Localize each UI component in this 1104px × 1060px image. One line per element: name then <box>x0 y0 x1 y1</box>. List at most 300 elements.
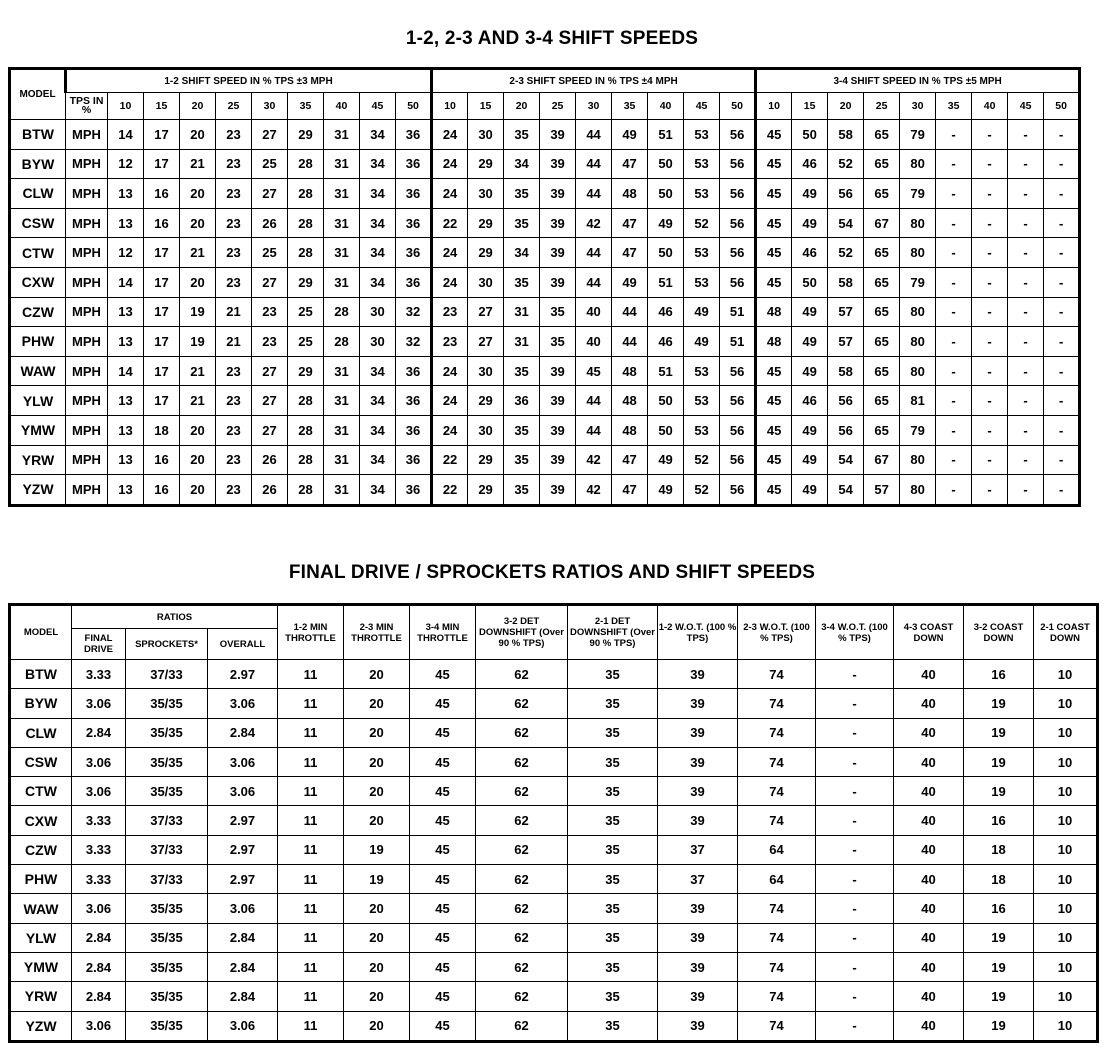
speed-cell: 23 <box>216 386 252 416</box>
value-cell: 74 <box>738 894 816 923</box>
value-cell: 62 <box>476 718 568 747</box>
speed-cell: 22 <box>432 445 468 475</box>
speed-cell: - <box>1044 415 1080 445</box>
value-cell: 40 <box>894 982 964 1011</box>
ratio-subcolumn-header: OVERALL <box>208 629 278 660</box>
speed-cell: 21 <box>216 327 252 357</box>
value-cell: - <box>816 777 894 806</box>
speed-cell: 36 <box>396 267 432 297</box>
speed-cell: 53 <box>684 415 720 445</box>
speed-cell: 34 <box>360 179 396 209</box>
speed-cell: 23 <box>216 267 252 297</box>
speed-cell: 56 <box>828 179 864 209</box>
model-cell: YZW <box>10 475 66 506</box>
tps-value-header: 35 <box>612 93 648 120</box>
value-cell: 74 <box>738 982 816 1011</box>
value-cell: 40 <box>894 660 964 689</box>
speed-cell: 54 <box>828 475 864 506</box>
table-row <box>10 208 1080 238</box>
model-cell: CSW <box>10 747 72 776</box>
tps-value-header: 20 <box>828 93 864 120</box>
value-cell: 3.06 <box>208 894 278 923</box>
value-cell: 39 <box>658 718 738 747</box>
speed-cell: 12 <box>108 238 144 268</box>
speed-cell: - <box>936 238 972 268</box>
value-cell: 3.06 <box>72 689 126 718</box>
tps-value-header: 40 <box>324 93 360 120</box>
speed-cell: - <box>972 386 1008 416</box>
speed-cell: 34 <box>360 267 396 297</box>
value-cell: 62 <box>476 660 568 689</box>
speed-cell: 53 <box>684 179 720 209</box>
speed-cell: 47 <box>612 149 648 179</box>
table-row <box>10 982 1098 1011</box>
speed-cell: 34 <box>360 208 396 238</box>
speed-cell: 53 <box>684 238 720 268</box>
speed-cell: 48 <box>756 297 792 327</box>
speed-cell: 58 <box>828 120 864 150</box>
value-cell: 37 <box>658 865 738 894</box>
value-cell: 2.84 <box>72 718 126 747</box>
value-cell: 3.33 <box>72 835 126 864</box>
value-cell: 39 <box>658 894 738 923</box>
value-cell: 19 <box>964 982 1034 1011</box>
speed-cell: - <box>972 179 1008 209</box>
value-cell: 35 <box>568 952 658 981</box>
speed-cell: 17 <box>144 120 180 150</box>
speed-cell: - <box>936 179 972 209</box>
speed-cell: 47 <box>612 238 648 268</box>
tps-value-header: 45 <box>1008 93 1044 120</box>
value-cell: 62 <box>476 777 568 806</box>
speed-cell: 80 <box>900 475 936 506</box>
model-cell: YRW <box>10 982 72 1011</box>
value-cell: 62 <box>476 835 568 864</box>
tps-value-header: 25 <box>540 93 576 120</box>
value-cell: 2.84 <box>72 952 126 981</box>
speed-cell: 39 <box>540 267 576 297</box>
speed-cell: 81 <box>900 386 936 416</box>
value-cell: 40 <box>894 806 964 835</box>
value-cell: 10 <box>1034 865 1098 894</box>
value-cell: 19 <box>964 689 1034 718</box>
table-row <box>10 835 1098 864</box>
speed-cell: - <box>1008 386 1044 416</box>
value-cell: 11 <box>278 1011 344 1041</box>
speed-cell: 51 <box>648 120 684 150</box>
tps-value-header: 30 <box>252 93 288 120</box>
speed-cell: - <box>936 297 972 327</box>
tps-value-header: 10 <box>756 93 792 120</box>
speed-cell: 31 <box>324 445 360 475</box>
value-cell: 45 <box>410 923 476 952</box>
value-cell: 19 <box>964 747 1034 776</box>
value-cell: 11 <box>278 982 344 1011</box>
unit-cell: MPH <box>66 415 108 445</box>
speed-cell: 40 <box>576 297 612 327</box>
value-cell: 11 <box>278 952 344 981</box>
value-cell: 35 <box>568 1011 658 1041</box>
value-cell: 45 <box>410 865 476 894</box>
value-cell: 62 <box>476 923 568 952</box>
value-cell: 45 <box>410 689 476 718</box>
unit-cell: MPH <box>66 297 108 327</box>
value-cell: 35/35 <box>126 894 208 923</box>
speed-cell: 35 <box>504 120 540 150</box>
value-cell: 11 <box>278 777 344 806</box>
model-cell: CTW <box>10 777 72 806</box>
speed-cell: 31 <box>324 149 360 179</box>
value-cell: 74 <box>738 689 816 718</box>
speed-cell: - <box>972 208 1008 238</box>
speed-cell: 27 <box>252 386 288 416</box>
unit-cell: MPH <box>66 327 108 357</box>
value-cell: 74 <box>738 777 816 806</box>
speed-cell: 65 <box>864 327 900 357</box>
speed-cell: 34 <box>504 238 540 268</box>
model-cell: CZW <box>10 835 72 864</box>
speed-cell: 49 <box>792 179 828 209</box>
speed-cell: 16 <box>144 208 180 238</box>
model-column-header: MODEL <box>10 69 66 120</box>
tps-column-header: TPS IN % <box>66 93 108 120</box>
speed-cell: 17 <box>144 267 180 297</box>
value-cell: 11 <box>278 806 344 835</box>
speed-cell: 28 <box>288 149 324 179</box>
tps-value-header: 45 <box>684 93 720 120</box>
speed-cell: 45 <box>756 415 792 445</box>
speed-cell: 21 <box>216 297 252 327</box>
model-cell: YMW <box>10 952 72 981</box>
speed-cell: 36 <box>396 149 432 179</box>
value-cell: 3.33 <box>72 865 126 894</box>
value-cell: 19 <box>964 718 1034 747</box>
value-cell: 35 <box>568 923 658 952</box>
speed-cell: 53 <box>684 120 720 150</box>
value-cell: 40 <box>894 952 964 981</box>
value-cell: 35 <box>568 689 658 718</box>
value-cell: 19 <box>964 1011 1034 1041</box>
speed-cell: 79 <box>900 120 936 150</box>
value-cell: 40 <box>894 689 964 718</box>
speed-cell: 18 <box>144 415 180 445</box>
value-cell: - <box>816 718 894 747</box>
shift-group-header-2: 2-3 SHIFT SPEED IN % TPS ±4 MPH <box>432 69 756 93</box>
value-cell: 11 <box>278 835 344 864</box>
value-cell: 45 <box>410 835 476 864</box>
value-cell: - <box>816 747 894 776</box>
speed-cell: 56 <box>720 386 756 416</box>
tps-value-header: 35 <box>936 93 972 120</box>
speed-cell: 65 <box>864 386 900 416</box>
speed-cell: - <box>936 149 972 179</box>
speed-cell: 24 <box>432 120 468 150</box>
speed-cell: - <box>936 267 972 297</box>
speed-cell: 39 <box>540 179 576 209</box>
speed-cell: - <box>936 415 972 445</box>
value-cell: 74 <box>738 806 816 835</box>
speed-cell: 34 <box>360 415 396 445</box>
table-row <box>10 356 1080 386</box>
value-cell: 35 <box>568 894 658 923</box>
speed-cell: 23 <box>216 415 252 445</box>
speed-cell: 29 <box>468 445 504 475</box>
ratios-table <box>8 603 1099 1043</box>
value-cell: 2.84 <box>208 982 278 1011</box>
value-cell: 37/33 <box>126 660 208 689</box>
speed-cell: 80 <box>900 238 936 268</box>
speed-cell: 13 <box>108 208 144 238</box>
speed-cell: 50 <box>648 238 684 268</box>
speed-cell: 45 <box>756 149 792 179</box>
model-cell: BTW <box>10 120 66 150</box>
value-cell: 3.06 <box>72 894 126 923</box>
speed-cell: 51 <box>648 356 684 386</box>
speed-cell: 12 <box>108 149 144 179</box>
speed-cell: 35 <box>504 267 540 297</box>
speed-cell: 39 <box>540 445 576 475</box>
speed-cell: 30 <box>468 415 504 445</box>
speed-column-header: 2-3 MIN THROTTLE <box>344 605 410 660</box>
speed-cell: 65 <box>864 149 900 179</box>
speed-cell: 28 <box>324 327 360 357</box>
model-cell: BTW <box>10 660 72 689</box>
speed-cell: 39 <box>540 238 576 268</box>
speed-cell: 44 <box>612 297 648 327</box>
speed-cell: - <box>936 475 972 506</box>
value-cell: 35 <box>568 835 658 864</box>
speed-cell: - <box>936 327 972 357</box>
unit-cell: MPH <box>66 386 108 416</box>
speed-cell: 39 <box>540 208 576 238</box>
speed-cell: 49 <box>648 445 684 475</box>
model-cell: BYW <box>10 149 66 179</box>
speed-cell: 46 <box>648 327 684 357</box>
value-cell: 35/35 <box>126 982 208 1011</box>
value-cell: 10 <box>1034 982 1098 1011</box>
speed-cell: 16 <box>144 445 180 475</box>
speed-cell: 56 <box>720 356 756 386</box>
value-cell: 2.84 <box>72 982 126 1011</box>
speed-cell: 13 <box>108 445 144 475</box>
speed-cell: 79 <box>900 179 936 209</box>
speed-cell: 56 <box>720 208 756 238</box>
tps-value-header: 40 <box>648 93 684 120</box>
shift-group-header-1: 1-2 SHIFT SPEED IN % TPS ±3 MPH <box>66 69 432 93</box>
value-cell: 3.06 <box>72 747 126 776</box>
value-cell: 39 <box>658 660 738 689</box>
speed-cell: 17 <box>144 297 180 327</box>
speed-cell: 50 <box>648 179 684 209</box>
speed-cell: 21 <box>180 386 216 416</box>
speed-cell: 23 <box>216 120 252 150</box>
speed-cell: - <box>1044 356 1080 386</box>
speed-cell: 35 <box>540 327 576 357</box>
speed-cell: 44 <box>576 238 612 268</box>
table-row <box>10 660 1098 689</box>
speed-cell: 44 <box>576 267 612 297</box>
value-cell: 39 <box>658 747 738 776</box>
value-cell: 39 <box>658 806 738 835</box>
value-cell: 39 <box>658 952 738 981</box>
value-cell: 16 <box>964 894 1034 923</box>
value-cell: - <box>816 982 894 1011</box>
tps-value-header: 10 <box>108 93 144 120</box>
speed-cell: - <box>1008 149 1044 179</box>
value-cell: 40 <box>894 894 964 923</box>
value-cell: 20 <box>344 894 410 923</box>
speed-cell: - <box>936 208 972 238</box>
table-row <box>10 415 1080 445</box>
value-cell: 39 <box>658 689 738 718</box>
table-row <box>10 894 1098 923</box>
speed-cell: 45 <box>756 386 792 416</box>
speed-cell: 79 <box>900 415 936 445</box>
speed-column-header: 3-4 MIN THROTTLE <box>410 605 476 660</box>
value-cell: 3.33 <box>72 660 126 689</box>
table-row <box>10 747 1098 776</box>
value-cell: 11 <box>278 660 344 689</box>
speed-cell: 47 <box>612 475 648 506</box>
speed-cell: 65 <box>864 267 900 297</box>
speed-cell: 28 <box>288 445 324 475</box>
tps-value-header: 15 <box>792 93 828 120</box>
speed-cell: 49 <box>792 415 828 445</box>
speed-cell: 48 <box>612 386 648 416</box>
speed-cell: 26 <box>252 208 288 238</box>
value-cell: 35/35 <box>126 952 208 981</box>
speed-cell: 20 <box>180 208 216 238</box>
unit-cell: MPH <box>66 356 108 386</box>
value-cell: 40 <box>894 777 964 806</box>
speed-cell: 49 <box>792 208 828 238</box>
speed-cell: 49 <box>792 327 828 357</box>
speed-cell: 48 <box>612 415 648 445</box>
value-cell: 39 <box>658 1011 738 1041</box>
speed-cell: 67 <box>864 208 900 238</box>
speed-cell: 29 <box>288 267 324 297</box>
speed-cell: 46 <box>648 297 684 327</box>
tps-value-header: 35 <box>288 93 324 120</box>
value-cell: 10 <box>1034 835 1098 864</box>
value-cell: 10 <box>1034 894 1098 923</box>
speed-cell: 24 <box>432 238 468 268</box>
table-row <box>10 689 1098 718</box>
speed-column-header: 3-2 COAST DOWN <box>964 605 1034 660</box>
ratios-title: FINAL DRIVE / SPROCKETS RATIOS AND SHIFT SPEEDS <box>288 562 816 583</box>
speed-cell: 19 <box>180 297 216 327</box>
speed-cell: - <box>1044 267 1080 297</box>
speed-cell: - <box>972 238 1008 268</box>
value-cell: 20 <box>344 923 410 952</box>
value-cell: 18 <box>964 865 1034 894</box>
value-cell: 10 <box>1034 777 1098 806</box>
value-cell: 11 <box>278 865 344 894</box>
speed-cell: - <box>972 149 1008 179</box>
value-cell: 40 <box>894 1011 964 1041</box>
shift-speeds-title: 1-2, 2-3 AND 3-4 SHIFT SPEEDS <box>405 28 699 49</box>
speed-cell: 31 <box>324 475 360 506</box>
speed-cell: 23 <box>432 297 468 327</box>
speed-cell: 20 <box>180 475 216 506</box>
speed-cell: 51 <box>720 297 756 327</box>
speed-cell: - <box>1044 386 1080 416</box>
speed-cell: 21 <box>180 356 216 386</box>
tps-value-header: 40 <box>972 93 1008 120</box>
speed-cell: 29 <box>468 475 504 506</box>
value-cell: - <box>816 689 894 718</box>
speed-cell: 30 <box>468 356 504 386</box>
speed-cell: - <box>1044 208 1080 238</box>
value-cell: 35 <box>568 865 658 894</box>
value-cell: 40 <box>894 923 964 952</box>
value-cell: 2.84 <box>72 923 126 952</box>
speed-cell: 45 <box>756 475 792 506</box>
speed-cell: 27 <box>252 120 288 150</box>
speed-cell: 23 <box>432 327 468 357</box>
value-cell: 19 <box>344 865 410 894</box>
speed-cell: 39 <box>540 356 576 386</box>
speed-cell: 58 <box>828 267 864 297</box>
table-row <box>10 718 1098 747</box>
table-row <box>10 806 1098 835</box>
speed-cell: 49 <box>612 120 648 150</box>
speed-cell: 31 <box>504 327 540 357</box>
speed-cell: 14 <box>108 267 144 297</box>
speed-cell: 80 <box>900 208 936 238</box>
table-row <box>10 1011 1098 1041</box>
value-cell: 2.97 <box>208 806 278 835</box>
speed-cell: 35 <box>504 415 540 445</box>
value-cell: - <box>816 923 894 952</box>
model-cell: CLW <box>10 718 72 747</box>
speed-cell: 35 <box>504 445 540 475</box>
tps-value-header: 15 <box>144 93 180 120</box>
speed-cell: - <box>936 356 972 386</box>
speed-column-header: 2-1 DET DOWNSHIFT (Over 90 % TPS) <box>568 605 658 660</box>
speed-cell: 23 <box>216 475 252 506</box>
value-cell: 20 <box>344 777 410 806</box>
speed-cell: 44 <box>576 179 612 209</box>
value-cell: 62 <box>476 865 568 894</box>
speed-cell: 20 <box>180 179 216 209</box>
speed-cell: 30 <box>360 297 396 327</box>
value-cell: 40 <box>894 747 964 776</box>
speed-cell: 24 <box>432 267 468 297</box>
tps-value-header: 20 <box>504 93 540 120</box>
speed-cell: 47 <box>612 208 648 238</box>
speed-cell: 28 <box>288 386 324 416</box>
value-cell: 20 <box>344 747 410 776</box>
speed-cell: 21 <box>180 149 216 179</box>
speed-cell: 53 <box>684 386 720 416</box>
speed-cell: 25 <box>252 149 288 179</box>
speed-cell: 23 <box>216 149 252 179</box>
shift-speeds-table <box>8 67 1081 507</box>
value-cell: 62 <box>476 982 568 1011</box>
speed-cell: 23 <box>216 238 252 268</box>
speed-cell: 29 <box>468 149 504 179</box>
speed-cell: 34 <box>360 238 396 268</box>
model-cell: CTW <box>10 238 66 268</box>
speed-cell: 28 <box>288 475 324 506</box>
value-cell: 45 <box>410 1011 476 1041</box>
speed-cell: 56 <box>720 179 756 209</box>
shift-group-header-3: 3-4 SHIFT SPEED IN % TPS ±5 MPH <box>756 69 1080 93</box>
value-cell: 40 <box>894 718 964 747</box>
value-cell: 10 <box>1034 718 1098 747</box>
table-row <box>10 149 1080 179</box>
